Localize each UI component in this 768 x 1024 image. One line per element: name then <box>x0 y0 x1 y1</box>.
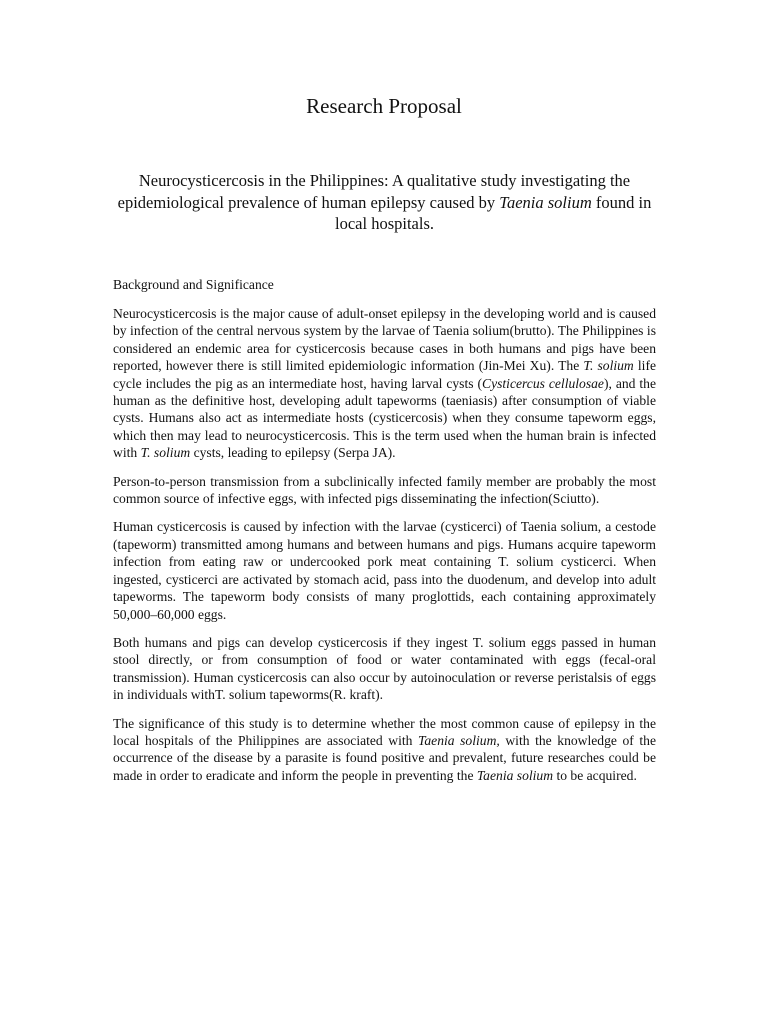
paragraph-2: Person-to-person transmission from a subclinically infected family member are probably the most common source of infective eggs, with infected pigs disseminating the infection(Sciutto). <box>113 473 656 507</box>
subtitle-species-name: Taenia solium <box>499 192 592 212</box>
paragraph-5-text-b: with the knowledge of the occurrence of the disease by a parasite is found positive and prevalent, future researches could be made in order to eradicate and inform the people in preventing the <box>113 732 656 783</box>
subtitle-text-end: found in local hospitals. <box>335 192 652 233</box>
body-text <box>113 305 656 795</box>
paragraph-1-italic-3: T. solium <box>140 445 191 461</box>
paragraph-1-italic-2: Cysticercus cellulosae <box>482 375 604 391</box>
paragraph-1-text-d: cysts, leading to epilepsy (Serpa JA). <box>190 445 396 461</box>
section-heading: Background and Significance <box>113 277 274 292</box>
paragraph-5 <box>113 715 656 785</box>
paragraph-1-italic-1: T. solium <box>583 358 634 374</box>
paragraph-1-text-c: ), and the human as the definitive host, developing adult tapeworms (taeniasis) after consumption of viable cysts. Humans also act as intermediate hosts (cysticercosis) when they consume tapeworm eggs, which then may lead to neurocysticercosis. This is the term used when the human brain is infected with <box>113 375 656 461</box>
paragraph-5-italic-1: Taenia solium, <box>418 732 500 748</box>
paragraph-1 <box>113 305 656 462</box>
paragraph-4: Both humans and pigs can develop cysticercosis if they ingest T. solium eggs passed in human stool directly, or from consumption of food or water contaminated with eggs (fecal-oral transmission). Human cysticercosis can also occur by autoinoculation or reverse peristalsis of eggs in individuals withT. solium tapeworms(R. kraft). <box>113 634 656 703</box>
document-subtitle <box>113 170 656 235</box>
paragraph-5-text-c: to be acquired. <box>553 767 637 783</box>
paragraph-1-text-b: life cycle includes the pig as an intermediate host, having larval cysts ( <box>113 358 657 391</box>
paragraph-5-text-a: The significance of this study is to determine whether the most common cause of epilepsy in the local hospitals of the Philippines are associated with <box>113 715 656 748</box>
document-title: Research Proposal <box>306 94 462 118</box>
paragraph-3: Human cysticercosis is caused by infection with the larvae (cysticerci) of Taenia solium, a cestode (tapeworm) transmitted among humans and between humans and pigs. Humans acquire tapeworm infection from eating raw or undercooked pork meat containing T. solium cysticerci. When ingested, cysticerci are activated by stomach acid, pass into the duodenum, and develop into adult tapeworms. The tapeworm body consists of many proglottids, each containing approximately 50,000–60,000 eggs. <box>113 519 656 622</box>
paragraph-1-text-a: Neurocysticercosis is the major cause of adult-onset epilepsy in the developing world and is caused by infection of the central nervous system by the larvae of Taenia solium(brutto). The Philippines is considered an endemic area for cysticercosis because cases in both humans and pigs have been reported, however there is still limited epidemiologic information (Jin-Mei Xu). The <box>113 306 656 374</box>
paragraph-5-italic-2: Taenia solium <box>476 767 554 783</box>
subtitle-text: Neurocysticercosis in the Philippines: A qualitative study investigating the epidemiological prevalence of human epilepsy caused by <box>117 171 631 212</box>
